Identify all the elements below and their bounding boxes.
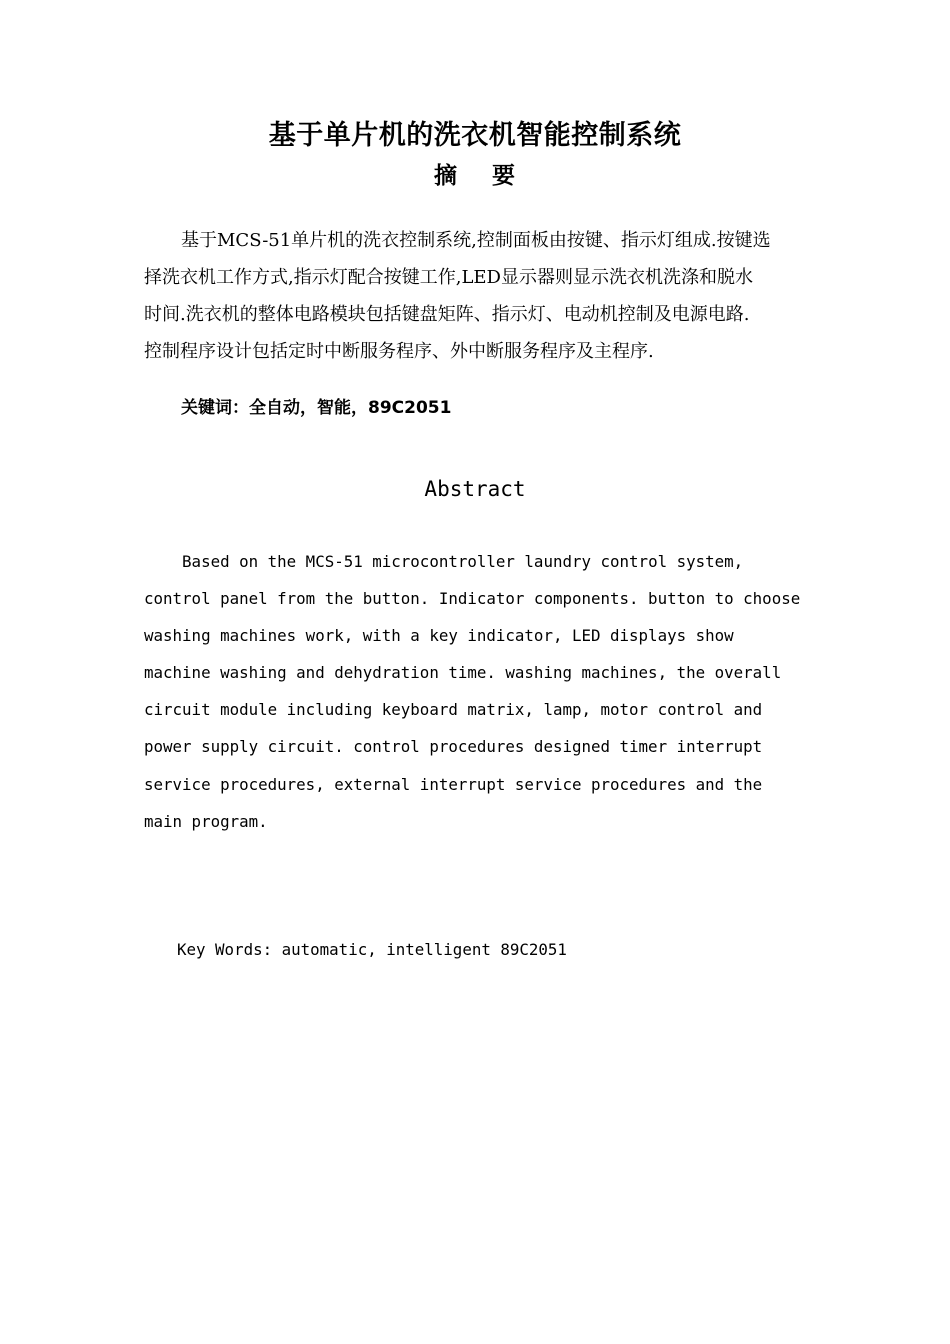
abstract-cn-heading-char-1: 摘 [434, 163, 458, 189]
abstract-en-line [144, 543, 824, 580]
abstract-cn-body [144, 222, 809, 370]
abstract-cn-line: 时间.洗衣机的整体电路模块包括键盘矩阵、指示灯、电动机控制及电源电路. [144, 304, 750, 325]
abstract-cn-line: 基于MCS-51单片机的洗衣控制系统,控制面板由按键、指示灯组成.按键选 [181, 230, 771, 251]
abstract-en-line: control panel from the button. Indicator components. button to choose [144, 589, 801, 609]
paper-title: 基于单片机的洗衣机智能控制系统 [268, 120, 682, 151]
abstract-en-line: main program. [144, 811, 268, 831]
abstract-en-line: circuit module including keyboard matrix, lamp, motor control and [144, 700, 763, 720]
abstract-en-body [144, 543, 824, 840]
abstract-cn-line: 控制程序设计包括定时中断服务程序、外中断服务程序及主程序. [144, 341, 654, 362]
abstract-en-line-text: Based on the MCS-51 microcontroller laundry control system, [182, 552, 744, 571]
abstract-en-line: power supply circuit. control procedures designed timer interrupt [144, 737, 763, 757]
keywords-en: Key Words: automatic, intelligent 89C2051 [177, 940, 567, 959]
abstract-cn-heading [0, 157, 950, 190]
abstract-en-line: machine washing and dehydration time. washing machines, the overall [144, 663, 782, 683]
abstract-en-line: service procedures, external interrupt service procedures and the [144, 774, 763, 794]
keywords-cn: 关键词：全自动，智能，89C2051 [181, 398, 452, 418]
abstract-en-line: washing machines work, with a key indicator, LED displays show [144, 626, 734, 646]
abstract-cn-line: 择洗衣机工作方式,指示灯配合按键工作,LED显示器则显示洗衣机洗涤和脱水 [144, 267, 753, 288]
abstract-cn-heading-char-2: 要 [492, 163, 516, 189]
abstract-en-heading: Abstract [424, 477, 526, 501]
